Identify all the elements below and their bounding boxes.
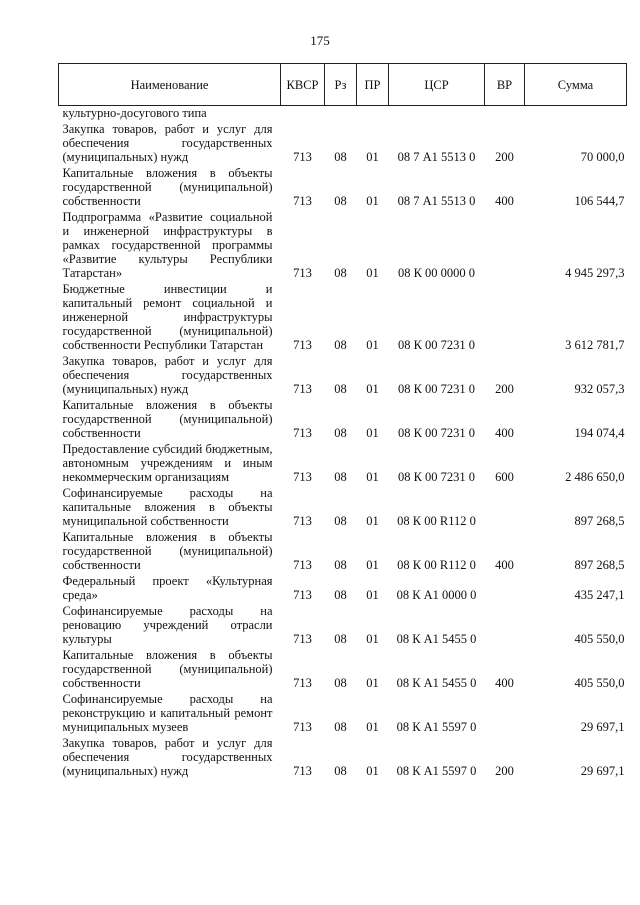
cell-kvsr: 713 bbox=[293, 426, 312, 440]
cell-sum: 106 544,7 bbox=[574, 194, 625, 208]
header-vr: ВР bbox=[485, 64, 525, 106]
cell-rz bbox=[325, 106, 357, 121]
cell-vr bbox=[485, 106, 525, 121]
header-name: Наименование bbox=[59, 64, 281, 106]
cell-csr: 08 К А1 0000 0 bbox=[396, 588, 477, 602]
cell-pr: 01 bbox=[366, 266, 379, 280]
table-row bbox=[59, 352, 627, 396]
cell-kvsr: 713 bbox=[293, 558, 312, 572]
cell-rz: 08 bbox=[334, 558, 347, 572]
cell-sum: 2 486 650,0 bbox=[565, 470, 625, 484]
cell-sum: 897 268,5 bbox=[574, 514, 625, 528]
cell-name: Предоставление субсидий бюджетным, автономным учреждениям и иным некоммерческим организациям bbox=[62, 442, 273, 484]
budget-table bbox=[58, 63, 627, 778]
cell-name: Закупка товаров, работ и услуг для обеспечения государственных (муниципальных) нужд bbox=[62, 354, 273, 396]
cell-kvsr: 713 bbox=[293, 588, 312, 602]
cell-csr: 08 К А1 5597 0 bbox=[396, 764, 477, 778]
cell-sum: 29 697,1 bbox=[580, 764, 625, 778]
cell-pr: 01 bbox=[366, 194, 379, 208]
cell-name: Капитальные вложения в объекты государственной (муниципальной) собственности bbox=[62, 530, 273, 572]
table-row bbox=[59, 280, 627, 352]
cell-kvsr: 713 bbox=[293, 266, 312, 280]
table-row bbox=[59, 164, 627, 208]
cell-rz: 08 bbox=[334, 470, 347, 484]
cell-name: Капитальные вложения в объекты государственной (муниципальной) собственности bbox=[62, 648, 273, 690]
cell-rz: 08 bbox=[334, 632, 347, 646]
table-row bbox=[59, 484, 627, 528]
cell-name: Софинансируемые расходы на реконструкцию и капитальный ремонт муниципальных музеев bbox=[62, 692, 273, 734]
cell-vr bbox=[485, 280, 525, 352]
cell-vr: 200 bbox=[495, 764, 514, 778]
cell-vr bbox=[485, 572, 525, 602]
cell-kvsr: 713 bbox=[293, 194, 312, 208]
cell-kvsr: 713 bbox=[293, 382, 312, 396]
cell-pr: 01 bbox=[366, 514, 379, 528]
cell-csr: 08 К 00 R112 0 bbox=[397, 514, 476, 528]
cell-csr: 08 К А1 5597 0 bbox=[396, 720, 477, 734]
cell-vr: 200 bbox=[495, 150, 514, 164]
cell-sum: 932 057,3 bbox=[574, 382, 625, 396]
header-pr: ПР bbox=[357, 64, 389, 106]
cell-kvsr: 713 bbox=[293, 514, 312, 528]
cell-pr: 01 bbox=[366, 470, 379, 484]
cell-csr: 08 К 00 7231 0 bbox=[397, 470, 476, 484]
cell-sum: 4 945 297,3 bbox=[565, 266, 625, 280]
cell-sum: 405 550,0 bbox=[574, 632, 625, 646]
cell-pr: 01 bbox=[366, 382, 379, 396]
cell-vr: 600 bbox=[495, 470, 514, 484]
cell-name: Капитальные вложения в объекты государственной (муниципальной) собственности bbox=[62, 166, 273, 208]
cell-pr bbox=[357, 106, 389, 121]
cell-sum: 194 074,4 bbox=[574, 426, 625, 440]
cell-rz: 08 bbox=[334, 338, 347, 352]
table-row bbox=[59, 396, 627, 440]
cell-kvsr bbox=[281, 106, 325, 121]
cell-csr: 08 К 00 7231 0 bbox=[397, 426, 476, 440]
cell-vr: 400 bbox=[495, 194, 514, 208]
cell-rz: 08 bbox=[334, 266, 347, 280]
table-row bbox=[59, 208, 627, 280]
cell-rz: 08 bbox=[334, 514, 347, 528]
header-sum: Сумма bbox=[525, 64, 627, 106]
header-rz: Рз bbox=[325, 64, 357, 106]
cell-vr bbox=[485, 484, 525, 528]
table-header-row bbox=[59, 64, 627, 106]
cell-sum bbox=[525, 106, 627, 121]
cell-vr: 400 bbox=[495, 426, 514, 440]
cell-name: Бюджетные инвестиции и капитальный ремонт социальной и инженерной инфраструктуры государственной (муниципальной) собственности Республики Татарстан bbox=[62, 282, 273, 352]
cell-pr: 01 bbox=[366, 764, 379, 778]
cell-rz: 08 bbox=[334, 588, 347, 602]
cell-vr: 400 bbox=[495, 676, 514, 690]
cell-rz: 08 bbox=[334, 676, 347, 690]
cell-name: Федеральный проект «Культурная среда» bbox=[62, 574, 273, 602]
cell-vr bbox=[485, 208, 525, 280]
cell-rz: 08 bbox=[334, 720, 347, 734]
cell-sum: 70 000,0 bbox=[580, 150, 625, 164]
cell-csr: 08 К А1 5455 0 bbox=[396, 676, 477, 690]
cell-kvsr: 713 bbox=[293, 720, 312, 734]
cell-csr: 08 К 00 R112 0 bbox=[397, 558, 476, 572]
cell-csr: 08 К 00 7231 0 bbox=[397, 382, 476, 396]
cell-sum: 897 268,5 bbox=[574, 558, 625, 572]
table-row bbox=[59, 440, 627, 484]
cell-kvsr: 713 bbox=[293, 470, 312, 484]
table-row bbox=[59, 120, 627, 164]
table-row bbox=[59, 690, 627, 734]
cell-rz: 08 bbox=[334, 150, 347, 164]
cell-pr: 01 bbox=[366, 338, 379, 352]
cell-rz: 08 bbox=[334, 764, 347, 778]
cell-rz: 08 bbox=[334, 194, 347, 208]
cell-kvsr: 713 bbox=[293, 632, 312, 646]
table-row bbox=[59, 646, 627, 690]
cell-sum: 435 247,1 bbox=[574, 588, 625, 602]
cell-rz: 08 bbox=[334, 382, 347, 396]
cell-name: Закупка товаров, работ и услуг для обеспечения государственных (муниципальных) нужд bbox=[62, 122, 273, 164]
cell-vr bbox=[485, 602, 525, 646]
page-number: 175 bbox=[310, 33, 330, 48]
cell-csr bbox=[389, 106, 485, 121]
cell-vr: 200 bbox=[495, 382, 514, 396]
cell-pr: 01 bbox=[366, 676, 379, 690]
cell-sum: 29 697,1 bbox=[580, 720, 625, 734]
cell-pr: 01 bbox=[366, 150, 379, 164]
header-kvsr: КВСР bbox=[281, 64, 325, 106]
cell-pr: 01 bbox=[366, 632, 379, 646]
cell-kvsr: 713 bbox=[293, 764, 312, 778]
cell-name: Капитальные вложения в объекты государственной (муниципальной) собственности bbox=[62, 398, 273, 440]
cell-name: культурно-досугового типа bbox=[62, 106, 207, 120]
table-row bbox=[59, 528, 627, 572]
cell-pr: 01 bbox=[366, 558, 379, 572]
cell-csr: 08 К А1 5455 0 bbox=[396, 632, 477, 646]
cell-csr: 08 К 00 7231 0 bbox=[397, 338, 476, 352]
cell-kvsr: 713 bbox=[293, 150, 312, 164]
cell-name: Софинансируемые расходы на капитальные вложения в объекты муниципальной собственности bbox=[62, 486, 273, 528]
table-body bbox=[59, 106, 627, 779]
cell-pr: 01 bbox=[366, 426, 379, 440]
table-row bbox=[59, 734, 627, 778]
cell-name: Закупка товаров, работ и услуг для обеспечения государственных (муниципальных) нужд bbox=[62, 736, 273, 778]
cell-csr: 08 7 А1 5513 0 bbox=[397, 194, 476, 208]
table-row bbox=[59, 572, 627, 602]
cell-kvsr: 713 bbox=[293, 676, 312, 690]
cell-csr: 08 7 А1 5513 0 bbox=[397, 150, 476, 164]
cell-pr: 01 bbox=[366, 720, 379, 734]
cell-pr: 01 bbox=[366, 588, 379, 602]
cell-vr: 400 bbox=[495, 558, 514, 572]
cell-csr: 08 К 00 0000 0 bbox=[397, 266, 476, 280]
cell-sum: 405 550,0 bbox=[574, 676, 625, 690]
table-row bbox=[59, 106, 627, 121]
cell-name: Софинансируемые расходы на реновацию учреждений отрасли культуры bbox=[62, 604, 273, 646]
table-row bbox=[59, 602, 627, 646]
cell-vr bbox=[485, 690, 525, 734]
cell-rz: 08 bbox=[334, 426, 347, 440]
cell-name: Подпрограмма «Развитие социальной и инженерной инфраструктуры в рамках государственной программы «Развитие культуры Республики Татарстан» bbox=[62, 210, 273, 280]
cell-sum: 3 612 781,7 bbox=[565, 338, 625, 352]
header-csr: ЦСР bbox=[389, 64, 485, 106]
cell-kvsr: 713 bbox=[293, 338, 312, 352]
